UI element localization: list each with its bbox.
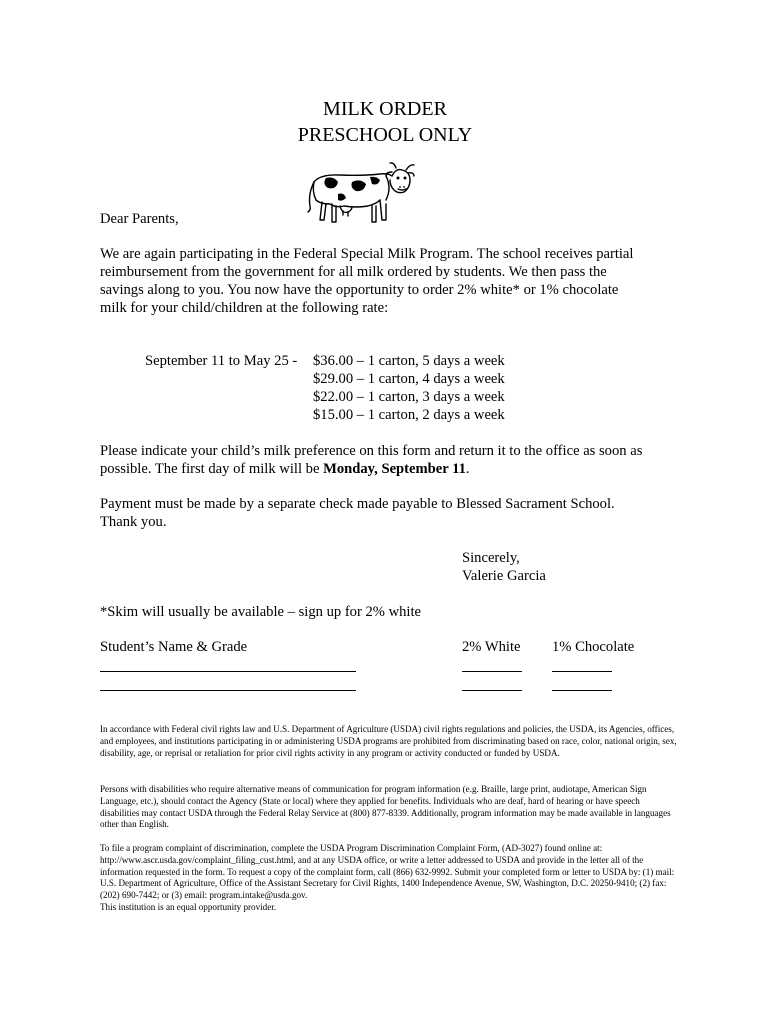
intro-line: reimbursement from the government for all milk ordered by students. We then pass the: [100, 264, 607, 280]
instructions-end: .: [465, 461, 470, 477]
payment-line: Payment must be made by a separate check made payable to Blessed Sacrament School.: [100, 496, 615, 512]
equal-opportunity-text: This institution is an equal opportunity provider.: [100, 901, 277, 912]
column-header-white: 2% White: [462, 639, 521, 655]
rate-option: $15.00 – 1 carton, 2 days a week: [313, 407, 505, 423]
instructions-line: Please indicate your child’s milk preference on this form and return it to the office as soon as: [100, 443, 643, 459]
student-name-field[interactable]: [100, 690, 356, 691]
complaint-statement: [100, 843, 680, 914]
white-milk-field[interactable]: [462, 690, 522, 691]
instructions-paragraph: [100, 442, 642, 478]
instructions-line: [100, 460, 642, 478]
cow-icon: [300, 160, 420, 232]
white-milk-field[interactable]: [462, 671, 522, 672]
salutation: Dear Parents,: [100, 211, 179, 227]
rate-period: September 11 to May 25 -: [145, 353, 298, 369]
thank-you-line: Thank you.: [100, 514, 167, 530]
rate-option: $22.00 – 1 carton, 3 days a week: [313, 389, 505, 405]
page-subtitle: PRESCHOOL ONLY: [297, 124, 473, 146]
complaint-text: To file a program complaint of discrimination, complete the USDA Program Discrimination Complaint Form, (AD-3027) found online at: http://www.ascr.usda.gov/complaint_filing_cust.html, and at any USDA office, or write a letter addressed to USDA and provide in the letter all of the information requested in the form. To request a copy of the complaint form, call (866) 632-9992. Submit your completed form or letter to USDA by: (1) mail: U.S. Department of Agriculture, Office of the Assistant Secretary for Civil Rights, 1400 Independence Avenue, SW, Washington, D.C. 20250-9410; (2) fax: (202) 690-7442; or (3) email: program.intake@usda.gov.: [100, 843, 675, 901]
nondiscrimination-statement: In accordance with Federal civil rights law and U.S. Department of Agriculture (USDA) civil rights regulations and policies, the USDA, its Agencies, offices, and employees, and institutions participating in or administering USDA programs are prohibited from discriminating based on race, color, national origin, sex, disability, age, or reprisal or retaliation for prior civil rights activity in any program or activity conducted or funded by USDA.: [100, 724, 677, 758]
intro-paragraph: [100, 245, 633, 317]
instructions-text: possible. The first day of milk will be: [100, 461, 324, 477]
rate-option: $29.00 – 1 carton, 4 days a week: [313, 371, 505, 387]
start-date: Monday, September 11: [323, 461, 466, 477]
chocolate-milk-field[interactable]: [552, 690, 612, 691]
page-title: MILK ORDER: [323, 98, 447, 120]
payment-paragraph: [100, 495, 615, 531]
intro-line: milk for your child/children at the following rate:: [100, 300, 389, 316]
closing: Sincerely,: [462, 550, 520, 566]
rate-option: $36.00 – 1 carton, 5 days a week: [313, 353, 505, 369]
signature-name: Valerie Garcia: [462, 568, 546, 584]
skim-note: *Skim will usually be available – sign up for 2% white: [100, 604, 422, 620]
accessibility-statement: Persons with disabilities who require alternative means of communication for program information (e.g. Braille, large print, audiotape, American Sign Language, etc.), should contact the Agency (State or local) where they applied for benefits. Individuals who are deaf, hard of hearing or have speech disabilities may contact USDA through the Federal Relay Service at (800) 877-8339. Additionally, program information may be made available in languages other than English.: [100, 784, 671, 830]
student-name-field[interactable]: [100, 671, 356, 672]
column-header-chocolate: 1% Chocolate: [552, 639, 635, 655]
intro-line: We are again participating in the Federal Special Milk Program. The school receives partial: [100, 246, 634, 262]
column-header-student: Student’s Name & Grade: [100, 639, 248, 655]
chocolate-milk-field[interactable]: [552, 671, 612, 672]
intro-line: savings along to you. You now have the opportunity to order 2% white* or 1% chocolate: [100, 282, 619, 298]
